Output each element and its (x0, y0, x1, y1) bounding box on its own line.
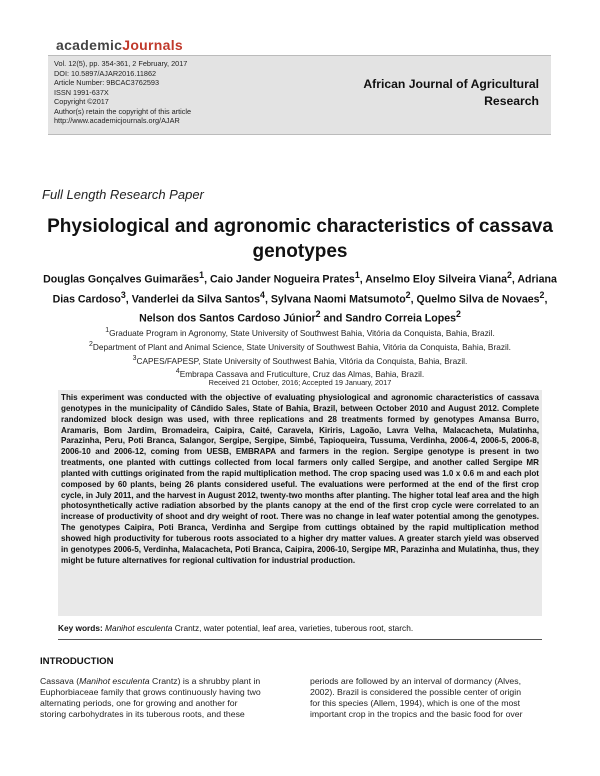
author-list: Douglas Gonçalves Guimarães$^1$, Caio Jander Nogueira Prates$^1$, Anselmo Eloy Silveira Viana$^2$, Adriana Dias Cardoso$^3$, Vanderlei da Silva Santos$^4$, Sylvana Naomi Matsumoto$^2$, Quelmo Silva de Novaes$^2$, Nelson dos Santos Cardoso Júnior$^2$ and Sandro Correia Lopes$^2$ (43, 270, 557, 325)
header-box (48, 55, 551, 135)
author-affiliation-mark: 4 (260, 289, 265, 300)
keywords-divider (58, 639, 542, 640)
keywords-label: Key words: (58, 623, 103, 633)
body-line: storing carbohydrates in its tuberous roots, and these (40, 709, 245, 720)
affiliation-text: Graduate Program in Agronomy, State University of Southwest Bahia, Vitória da Conquista, Bahia, Brazil. (109, 327, 495, 338)
affiliation-text: CAPES/FAPESP, State University of Southwest Bahia, Vitória da Conquista, Bahia, Brazil. (136, 355, 468, 366)
body-line: Cassava (Manihot esculenta Crantz) is a shrubby plant in (40, 676, 261, 686)
paper-title (40, 214, 560, 264)
affiliation (40, 339, 560, 353)
journal-name-line1: African Journal of Agricultural (363, 77, 539, 91)
body-line: for this species (Allem, 1994), which is one of the most (310, 698, 521, 709)
journal-name (349, 76, 539, 110)
affiliation-number: 2 (89, 340, 93, 348)
author-affiliation-mark: 1 (354, 270, 360, 280)
title-line1: Physiological and agronomic characteristics of cassava (47, 216, 553, 237)
affiliation-number: 4 (175, 368, 180, 376)
meta-volume: Vol. 12(5), pp. 354-361, 2 February, 2017 (54, 59, 188, 68)
keywords-species: Manihot esculenta (105, 623, 173, 633)
keywords (58, 623, 542, 633)
paper-type: Full Length Research Paper (42, 187, 204, 202)
affiliation-text: Embrapa Cassava and Fruticulture, Cruz das Almas, Bahia, Brazil. (179, 369, 425, 380)
affiliation-text: Department of Plant and Animal Science, State University of Southwest Bahia, Vitória da Conquista, Bahia, Brazil. (92, 341, 511, 352)
abstract-box (58, 390, 542, 616)
author-name: Vanderlei da Silva Santos (131, 293, 261, 306)
author-affiliation-mark: 3 (120, 289, 126, 300)
meta-url[interactable]: http://www.academicjournals.org/AJAR (54, 116, 180, 125)
received-dates: Received 21 October, 2016; Accepted 19 January, 2017 (208, 378, 392, 387)
affiliation-number: 3 (132, 354, 137, 362)
body-line: important crop in the tropics and the basic food for over (310, 709, 523, 720)
author-name: Quelmo Silva de Novaes (416, 293, 540, 306)
body-line: alternating periods, one for growing and another for (40, 698, 238, 709)
abstract-text: This experiment was conducted with the objective of evaluating physiological and agronomic characteristics of cassava genotypes in the municipality of Cândido Sales, State of Bahia, Brazil, between October 2010 and August 2012. Complete randomized block design was used, with three replications and 28 treatments formed by genotypes Amansa Burro, Aramaris, Bom Jardim, Bromadeira, Caipira, Caité, Caravela, Kiriris, Lagoão, Lavra Velha, Malacacheta, Mulatinha, Parazinha, Peru, Poti Branca, Salangor, Sergipe, Sergipe, Simbé, Tapioqueira, Tussuma, Verdinha, 2006-4, 2006-5, 2006-8, 2006-10 and 2006-12, coming from UESB, EMBRAPA and farmers in the region. Sergipe genotype is present in two treatments, one planted with cuttings collected from local farmers only called Sergipe, and another called Sergipe MR planted with cuttings originated from the rapid multiplication method. The crop spacing used was 1.0 x 0.6 m and each plot composed by 60 plants, being 26 plants considered useful. The evaluations were performed at the end of the first crop cycle, in July 2011, and the harvest in August 2012, twenty-two months after planting. The higher total leaf area and the high photosynthetically active radiation absorbed by the plants canopy at the end of the first crop cycle were correlated to an increase of productivity of shoot and dry weight of root. There was no change in leaf water potential among the genotypes. The genotypes Caipira, Poti Branca, Verdinha and Sergipe from cuttings obtained by the rapid multiplication method showed high productivity for tuberous roots associated to a higher dry matter values. A greater starch yield was observed in genotypes 2006-5, Verdinha, Malacacheta, Poti Branca, Caipira, 2006-10, Sergipe MR, Parazinha and Mulatinha, thus, they might be future alternatives for regional cultivation for industrial production. (61, 393, 539, 565)
species-name: Manihot esculenta (79, 676, 150, 686)
title-line2: genotypes (252, 241, 348, 262)
author-affiliation-mark: 2 (315, 309, 321, 320)
affiliation (40, 325, 560, 339)
author-affiliation-mark: 2 (405, 289, 411, 300)
author-name: Douglas Gonçalves Guimarães (43, 273, 200, 286)
author-name: Adriana Dias Cardoso (52, 273, 557, 306)
article-meta (54, 59, 191, 126)
author-name: Caio Jander Nogueira Prates (209, 273, 355, 286)
affiliations (40, 325, 560, 380)
author-name: Sylvana Naomi Matsumoto (270, 293, 406, 306)
affiliation (40, 353, 560, 367)
meta-rights: Author(s) retain the copyright of this article (54, 106, 192, 116)
introduction-left-column (40, 676, 295, 720)
author-name: Nelson dos Santos Cardoso Júnior (139, 312, 316, 325)
author-affiliation-mark: 1 (199, 270, 205, 280)
logo-prefix: academic (56, 37, 123, 53)
publisher-logo (56, 37, 183, 53)
meta-article-number: Article Number: 9BCAC3762593 (54, 78, 160, 87)
meta-issn: ISSN 1991-637X (54, 87, 109, 97)
body-line: 2002). Brazil is considered the possible center of origin (310, 687, 522, 698)
introduction-heading: INTRODUCTION (40, 656, 114, 667)
meta-doi: DOI: 10.5897/AJAR2016.11862 (54, 68, 157, 78)
body-line: periods are followed by an interval of dormancy (Alves, (310, 676, 522, 686)
body-line: Euphorbiaceae family that grows continuously having two (40, 687, 261, 698)
introduction-right-column (310, 676, 565, 720)
author-affiliation-mark: 2 (539, 289, 545, 300)
meta-copyright: Copyright ©2017 (54, 97, 109, 106)
author-affiliation-mark: 2 (456, 309, 461, 320)
keywords-list: Crantz, water potential, leaf area, varieties, tuberous root, starch. (172, 623, 414, 633)
author-name: Sandro Correia Lopes (345, 312, 456, 325)
author-name: Anselmo Eloy Silveira Viana (365, 273, 507, 286)
journal-name-line2: Research (484, 94, 539, 108)
author-affiliation-mark: 2 (506, 270, 512, 280)
logo-suffix: Journals (122, 37, 183, 53)
affiliation-number: 1 (105, 327, 110, 334)
